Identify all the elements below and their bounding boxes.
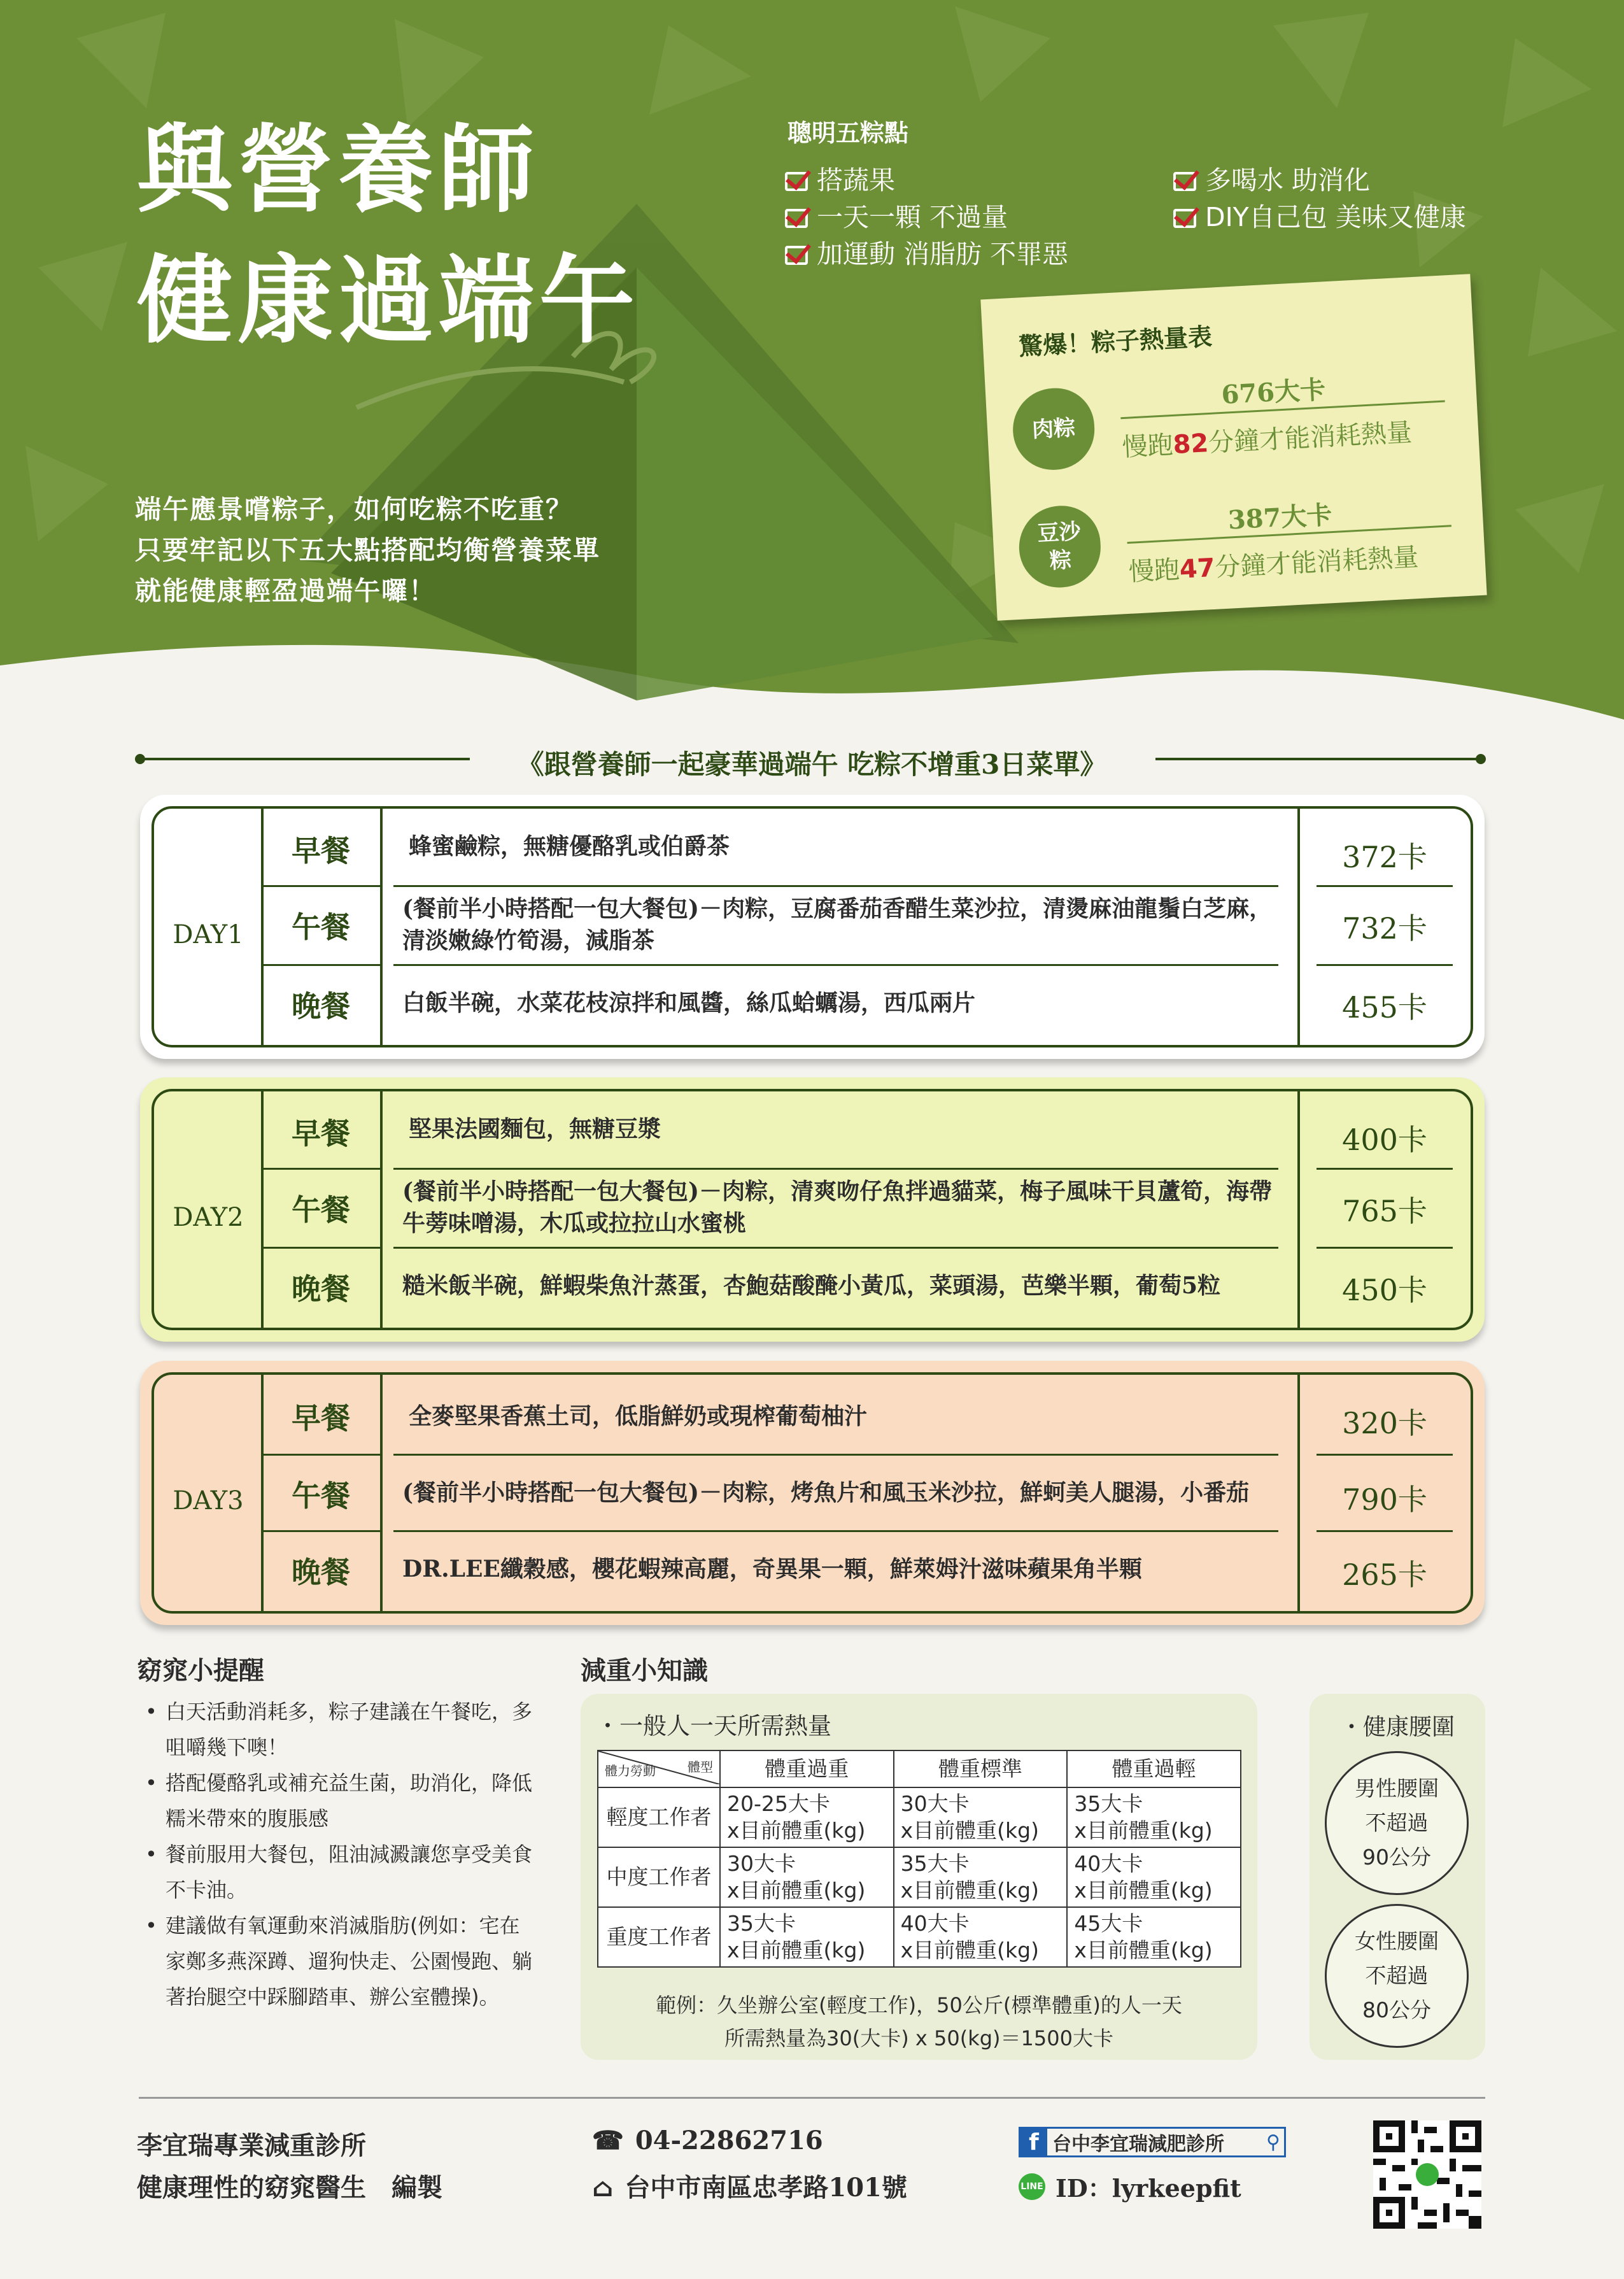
meal-dinner: 晚餐 — [292, 1555, 350, 1589]
title-line-1: 與營養師 — [137, 114, 540, 226]
calorie-example — [581, 1989, 1257, 2055]
checked-box-icon — [785, 172, 808, 191]
table-cell: 40大卡 x目前體重(kg) — [1067, 1847, 1241, 1907]
column-line — [380, 1091, 383, 1328]
table-cell: 35大卡 x目前體重(kg) — [720, 1907, 894, 1967]
knowledge-title: 減重小知識 — [581, 1656, 708, 1686]
row-header: 輕度工作者 — [598, 1787, 720, 1847]
row-line — [393, 1454, 1278, 1456]
checked-box-icon — [785, 209, 808, 228]
cal-lunch: 732卡 — [1342, 911, 1427, 946]
food-lunch: (餐前半小時搭配一包大餐包)－肉粽，烤魚片和風玉米沙拉，鮮蚵美人腿湯，小番茄 — [402, 1479, 1250, 1506]
table-corner: 體型 體力勞動 — [598, 1750, 720, 1787]
table-cell: 35大卡 x目前體重(kg) — [894, 1847, 1068, 1907]
day-label: DAY3 — [173, 1486, 244, 1516]
food-lunch: (餐前半小時搭配一包大餐包)－肉粽，清爽吻仔魚拌過貓菜，梅子風味干貝蘆筍，海帶牛蒡味噌湯，木瓜或拉拉山水蜜桃 — [402, 1178, 1273, 1237]
facebook-icon: f — [1020, 2129, 1047, 2155]
row-header: 重度工作者 — [598, 1907, 720, 1967]
knowledge-subtitle: ・一般人一天所需熱量 — [596, 1712, 831, 1740]
cal-lunch: 790卡 — [1342, 1482, 1427, 1517]
search-icon: ⚲ — [1266, 2131, 1280, 2154]
cal-breakfast: 400卡 — [1342, 1123, 1427, 1157]
row-line — [261, 885, 382, 887]
redbean-kcal: 387大卡 — [1227, 500, 1333, 536]
column-line — [380, 809, 383, 1045]
calorie-card — [980, 274, 1486, 621]
day-label: DAY1 — [173, 920, 244, 949]
table-row — [598, 1847, 1241, 1907]
meal-lunch: 午餐 — [292, 1479, 350, 1513]
intro-line-3: 就能健康輕盈過端午囉！ — [135, 576, 436, 606]
clinic-name: 李宜瑞專業減重診所 — [137, 2131, 366, 2161]
reminder-item: • 餐前服用大餐包，阻油減澱讓您享受美食不卡油。 — [140, 1836, 535, 1908]
cal-dinner: 450卡 — [1342, 1273, 1427, 1307]
column-header: 體重過輕 — [1067, 1750, 1241, 1787]
meal-breakfast: 早餐 — [292, 834, 350, 868]
waist-box — [1310, 1694, 1485, 2060]
reminder-item: • 白天活動消耗多，粽子建議在午餐吃，多咀嚼幾下噢！ — [140, 1694, 535, 1765]
line-id[interactable]: LINE ID：lyrkeepfit — [1019, 2169, 1241, 2204]
row-line — [393, 1530, 1278, 1532]
food-dinner: DR.LEE纖穀感，櫻花蝦辣高麗，奇異果一顆，鮮萊姆汁滋味蘋果角半顆 — [402, 1556, 1142, 1582]
meal-lunch: 午餐 — [292, 910, 350, 944]
meat-run-text: 慢跑82分鐘才能消耗熱量 — [1121, 418, 1413, 463]
meal-dinner: 晚餐 — [292, 1272, 350, 1306]
meat-kcal: 676大卡 — [1220, 374, 1327, 410]
cal-breakfast: 320卡 — [1342, 1406, 1427, 1440]
tips-title: 聰明五粽點 — [787, 119, 909, 147]
knowledge-box — [581, 1694, 1257, 2060]
tip-item: 搭蔬果 — [785, 159, 895, 197]
intro-line-2: 只要牢記以下五大點搭配均衡營養菜單 — [135, 535, 600, 565]
row-line — [1317, 1168, 1453, 1170]
meal-breakfast: 早餐 — [292, 1401, 350, 1435]
table-cell: 45大卡 x目前體重(kg) — [1067, 1907, 1241, 1967]
title-line-2: 健康過端午 — [137, 245, 640, 357]
table-cell: 30大卡 x目前體重(kg) — [894, 1787, 1068, 1847]
reminders-list — [140, 1694, 535, 2015]
table-cell: 30大卡 x目前體重(kg) — [720, 1847, 894, 1907]
row-line — [393, 1247, 1278, 1249]
bullet-dot — [1476, 754, 1486, 764]
food-lunch: (餐前半小時搭配一包大餐包)－肉粽，豆腐番茄香醋生菜沙拉，清燙麻油龍鬚白芝麻，清淡嫩綠竹筍湯，減脂茶 — [402, 895, 1273, 954]
line-icon: LINE — [1019, 2173, 1045, 2200]
row-line — [261, 964, 382, 966]
day-frame — [152, 806, 1473, 1047]
example-line: 所需熱量為30(大卡) x 50(kg)＝1500大卡 — [724, 2026, 1113, 2050]
row-line — [1317, 1454, 1453, 1456]
intro-text — [135, 489, 600, 611]
female-waist-circle: 女性腰圍 不超過 80公分 — [1325, 1904, 1469, 2048]
example-line: 範例：久坐辦公室(輕度工作)，50公斤(標準體重)的人一天 — [656, 1993, 1182, 2017]
tip-item: 多喝水 助消化 — [1173, 159, 1370, 197]
footer-divider — [139, 2097, 1485, 2099]
row-line — [261, 1247, 382, 1249]
row-line — [1317, 885, 1453, 887]
reminder-item: • 搭配優酪乳或補充益生菌，助消化，降低糯米帶來的腹脹感 — [140, 1765, 535, 1836]
food-breakfast: 堅果法國麵包，無糖豆漿 — [409, 1116, 661, 1142]
table-cell: 40大卡 x目前體重(kg) — [894, 1907, 1068, 1967]
meal-breakfast: 早餐 — [292, 1116, 350, 1151]
row-line — [1317, 964, 1453, 966]
row-line — [1317, 1247, 1453, 1249]
address: ⌂ 台中市南區忠孝路101號 — [592, 2173, 907, 2203]
row-line — [393, 964, 1278, 966]
row-line — [261, 1454, 382, 1456]
intro-line-1: 端午應景嚐粽子，如何吃粽不吃重？ — [135, 494, 573, 525]
male-waist-circle: 男性腰圍 不超過 90公分 — [1325, 1751, 1469, 1895]
divider-right — [1155, 758, 1479, 760]
checked-box-icon — [1173, 172, 1196, 191]
day-card-3 — [140, 1361, 1485, 1625]
meal-dinner: 晚餐 — [292, 989, 350, 1023]
checked-box-icon — [1173, 209, 1196, 228]
facebook-link[interactable]: f 台中李宜瑞減肥診所 ⚲ — [1019, 2127, 1286, 2157]
waist-title: ・健康腰圍 — [1339, 1714, 1455, 1740]
row-line — [393, 1168, 1278, 1170]
day-frame — [152, 1372, 1473, 1614]
food-breakfast: 蜂蜜鹼粽，無糖優酪乳或伯爵茶 — [409, 833, 730, 860]
column-line — [1297, 1091, 1300, 1328]
calorie-card-title: 驚爆！粽子熱量表 — [1018, 322, 1213, 361]
table-cell: 35大卡 x目前體重(kg) — [1067, 1787, 1241, 1847]
zongzi-blob-redbean: 豆沙 粽 — [1017, 504, 1103, 590]
cal-lunch: 765卡 — [1342, 1194, 1427, 1228]
column-header: 體重標準 — [894, 1750, 1068, 1787]
food-dinner: 糙米飯半碗，鮮蝦柴魚汁蒸蛋，杏鮑菇酸醃小黃瓜，菜頭湯，芭樂半顆，葡萄5粒 — [402, 1272, 1221, 1299]
qr-code — [1373, 2120, 1481, 2229]
reminder-item: • 建議做有氧運動來消滅脂肪(例如：宅在家鄭多燕深蹲、遛狗快走、公園慢跑、躺著抬腿空中踩腳踏車、辦公室體操)。 — [140, 1908, 535, 2015]
column-line — [1297, 809, 1300, 1045]
tip-item: 一天一顆 不過量 — [785, 196, 1008, 234]
reminders-title: 窈窕小提醒 — [137, 1656, 264, 1686]
day-card-1 — [140, 795, 1485, 1059]
table-row — [598, 1907, 1241, 1967]
day-card-2 — [140, 1077, 1485, 1342]
table-cell: 20-25大卡 x目前體重(kg) — [720, 1787, 894, 1847]
column-line — [380, 1375, 383, 1611]
table-header-row — [598, 1750, 1241, 1787]
meal-lunch: 午餐 — [292, 1193, 350, 1227]
phone-icon: ☎ — [592, 2126, 624, 2155]
phone: ☎ 04-22862716 — [592, 2126, 823, 2155]
row-line — [1317, 1530, 1453, 1532]
cal-breakfast: 372卡 — [1342, 840, 1427, 874]
cal-dinner: 265卡 — [1342, 1558, 1427, 1592]
menu-title: 《跟營養師一起豪華過端午 吃粽不增重3日菜單》 — [517, 749, 1107, 780]
column-line — [1297, 1375, 1300, 1611]
day-frame — [152, 1089, 1473, 1330]
table-row — [598, 1787, 1241, 1847]
row-line — [261, 1168, 382, 1170]
tip-item: 加運動 消脂肪 不罪惡 — [785, 233, 1068, 271]
energy-table — [597, 1750, 1241, 1968]
row-line — [393, 885, 1278, 887]
checked-box-icon — [785, 246, 808, 265]
tip-item: DIY自己包 美味又健康 — [1173, 196, 1466, 234]
day-label: DAY2 — [173, 1203, 244, 1232]
page-title — [137, 105, 640, 366]
zongzi-blob-meat: 肉粽 — [1011, 387, 1097, 472]
food-dinner: 白飯半碗，水菜花枝涼拌和風醬，絲瓜蛤蠣湯，西瓜兩片 — [402, 990, 976, 1016]
food-breakfast: 全麥堅果香蕉土司，低脂鮮奶或現榨葡萄柚汁 — [409, 1403, 868, 1430]
row-header: 中度工作者 — [598, 1847, 720, 1907]
cal-dinner: 455卡 — [1342, 990, 1427, 1025]
home-icon: ⌂ — [592, 2173, 614, 2203]
column-header: 體重過重 — [720, 1750, 894, 1787]
redbean-run-text: 慢跑47分鐘才能消耗熱量 — [1127, 543, 1420, 587]
row-line — [261, 1530, 382, 1532]
editor-credit: 健康理性的窈窕醫生 編製 — [137, 2173, 442, 2203]
